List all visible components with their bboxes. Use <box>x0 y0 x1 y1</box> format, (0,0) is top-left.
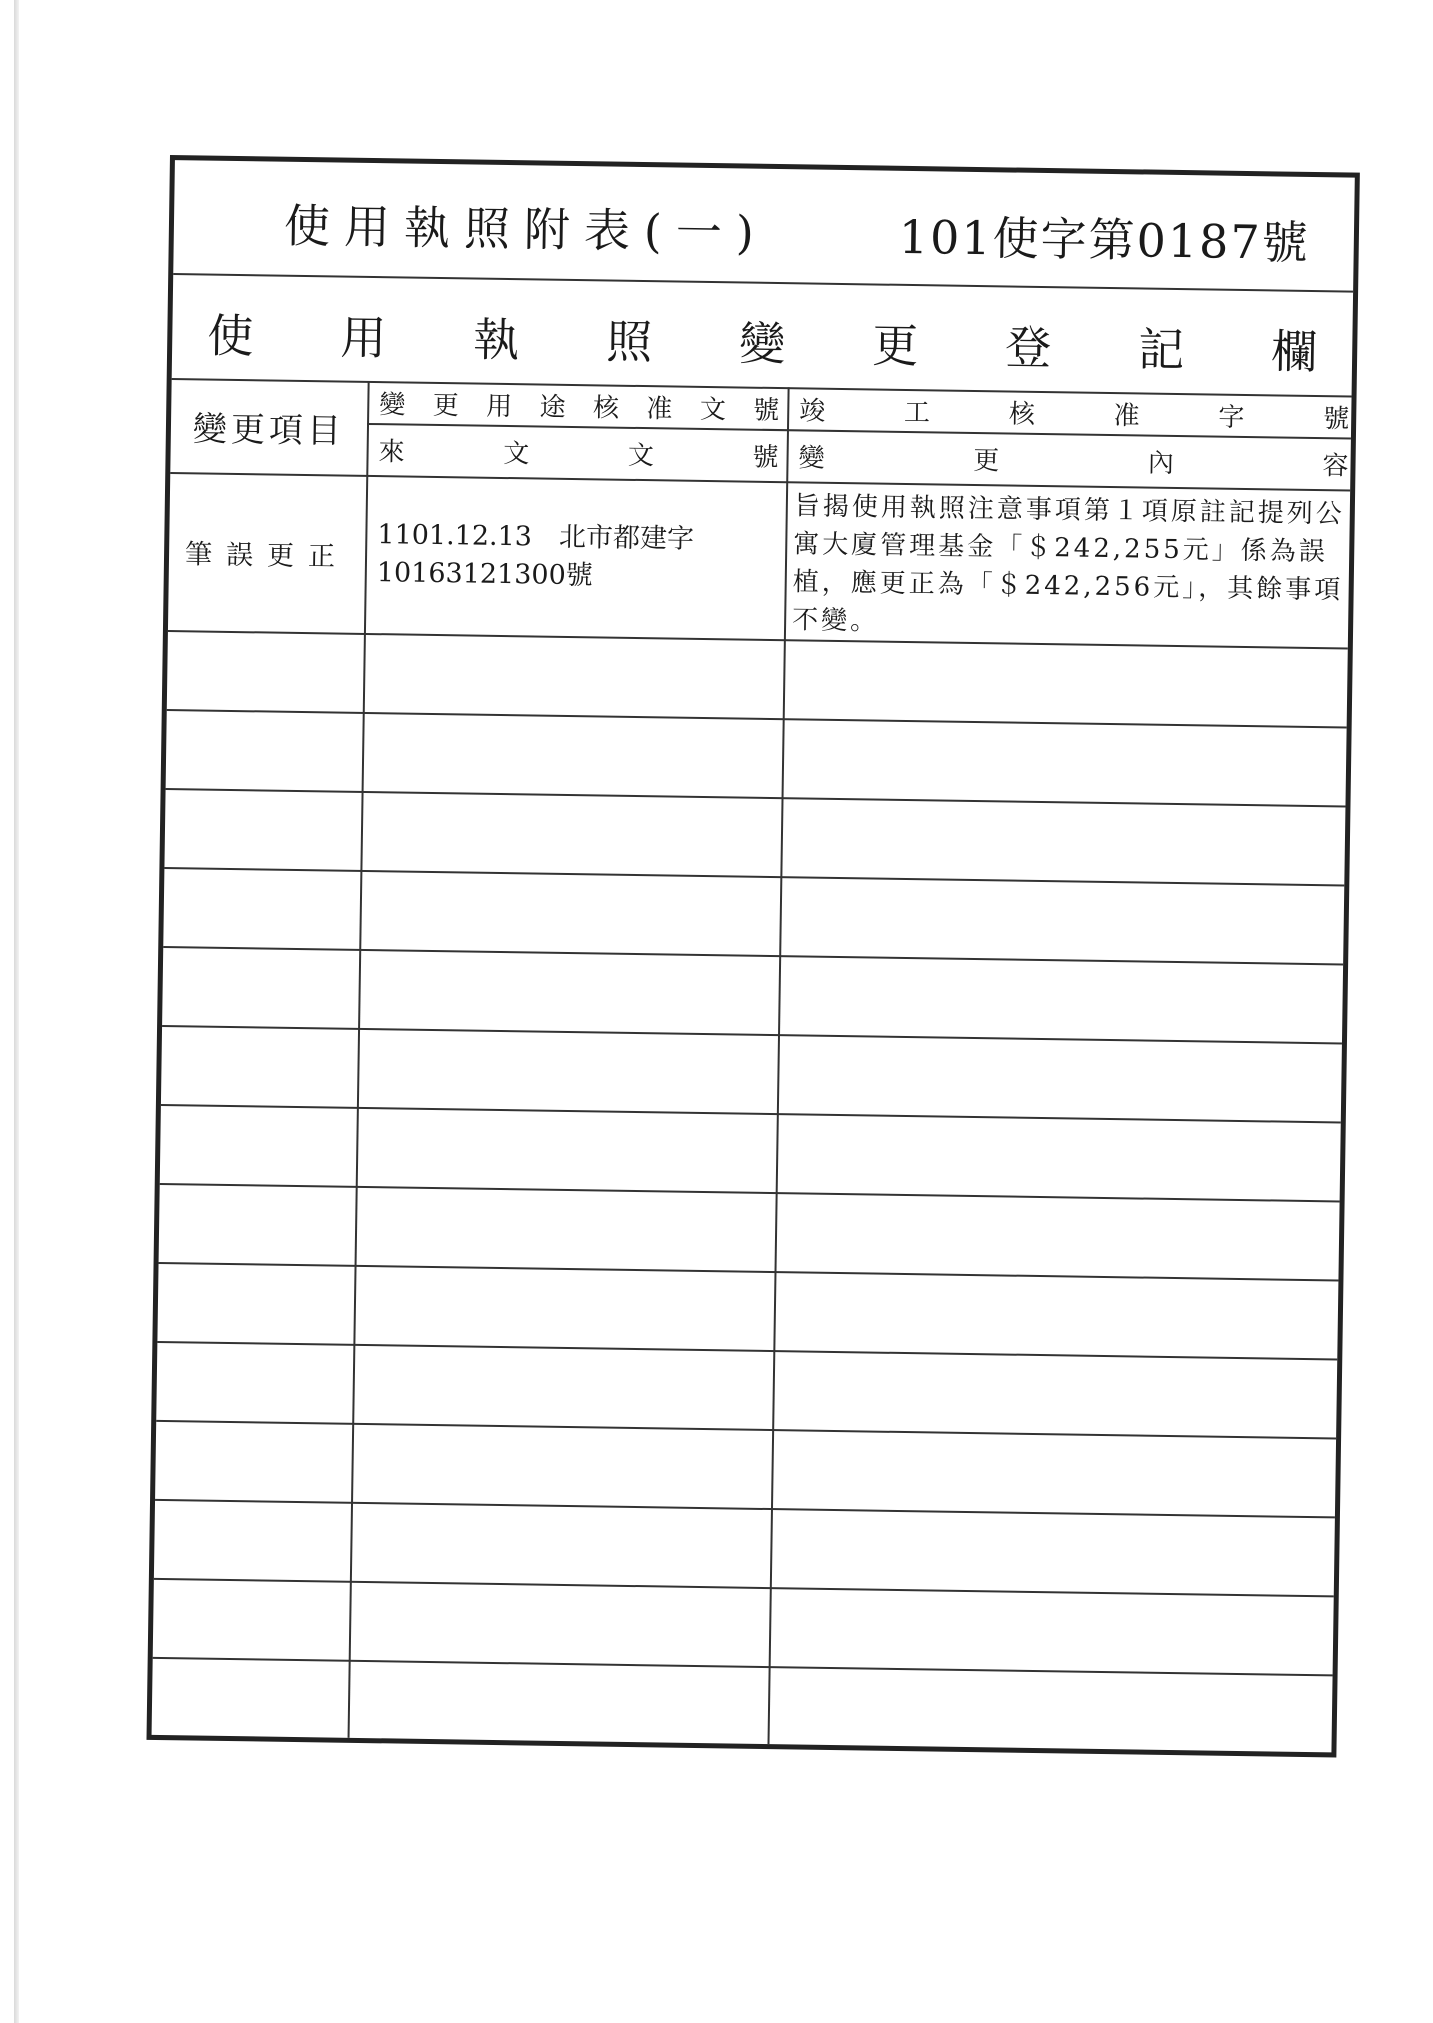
header-char: 核 <box>592 392 620 424</box>
header-char: 文 <box>627 440 655 471</box>
usage-permit-appendix-table <box>146 155 1359 1757</box>
header-char: 用 <box>485 391 513 422</box>
section-title-char: 變 <box>738 316 786 372</box>
section-title-char: 記 <box>1137 322 1185 378</box>
title-row <box>173 160 1355 292</box>
header-char: 竣 <box>799 395 826 427</box>
header-char: 文 <box>699 394 727 425</box>
header-char: 文 <box>503 438 530 469</box>
header-char: 來 <box>378 436 405 468</box>
section-title-char: 照 <box>605 314 653 370</box>
section-title-char: 更 <box>871 318 919 374</box>
section-title-char: 用 <box>339 310 387 366</box>
header-char: 途 <box>539 392 566 423</box>
header-char: 字 <box>1218 402 1245 433</box>
change-item-header: 變更項目 <box>192 408 346 452</box>
permit-number: 101使字第0187號 <box>898 209 1311 270</box>
approval-doc-no-header <box>371 382 784 428</box>
scan-edge <box>14 0 19 2023</box>
section-title-char: 欄 <box>1270 324 1318 380</box>
header-char: 容 <box>1322 450 1349 482</box>
change-item-cell: 筆誤更正 <box>184 538 350 573</box>
section-title-char: 執 <box>472 312 520 368</box>
doc-number-cell <box>376 475 778 639</box>
section-title <box>207 300 1318 382</box>
doc-date-line: 1101.12.13 北市都建字 <box>377 519 695 555</box>
header-char: 更 <box>972 445 1000 476</box>
header-char: 工 <box>903 397 931 428</box>
document-title: 使用執照附表(一) <box>283 198 769 260</box>
header-char: 內 <box>1147 448 1175 479</box>
header-char: 准 <box>1113 400 1140 431</box>
header-char: 變 <box>379 389 406 421</box>
header-char: 號 <box>1322 403 1350 435</box>
header-char: 更 <box>432 390 459 421</box>
section-row <box>172 273 1353 397</box>
completion-no-header <box>791 388 1352 436</box>
section-title-char: 登 <box>1004 320 1052 376</box>
header-char: 核 <box>1008 398 1036 430</box>
doc-number-line: 10163121300號 <box>376 557 594 592</box>
change-content-cell: 旨揭使用執照注意事項第１項原註記提列公寓大廈管理基金「＄242,255元」係為誤植，應更正為「＄242,256元」，其餘事項不變。 <box>791 491 1346 637</box>
header-char: 號 <box>753 395 780 426</box>
table-row <box>168 472 1350 649</box>
header-char: 變 <box>798 442 825 474</box>
incoming-doc-no-header <box>370 429 783 475</box>
header-char: 號 <box>752 442 779 473</box>
empty-table-row <box>152 1659 1333 1752</box>
header-char: 准 <box>646 393 673 424</box>
change-content-header <box>790 435 1351 483</box>
section-title-char: 使 <box>206 308 254 364</box>
